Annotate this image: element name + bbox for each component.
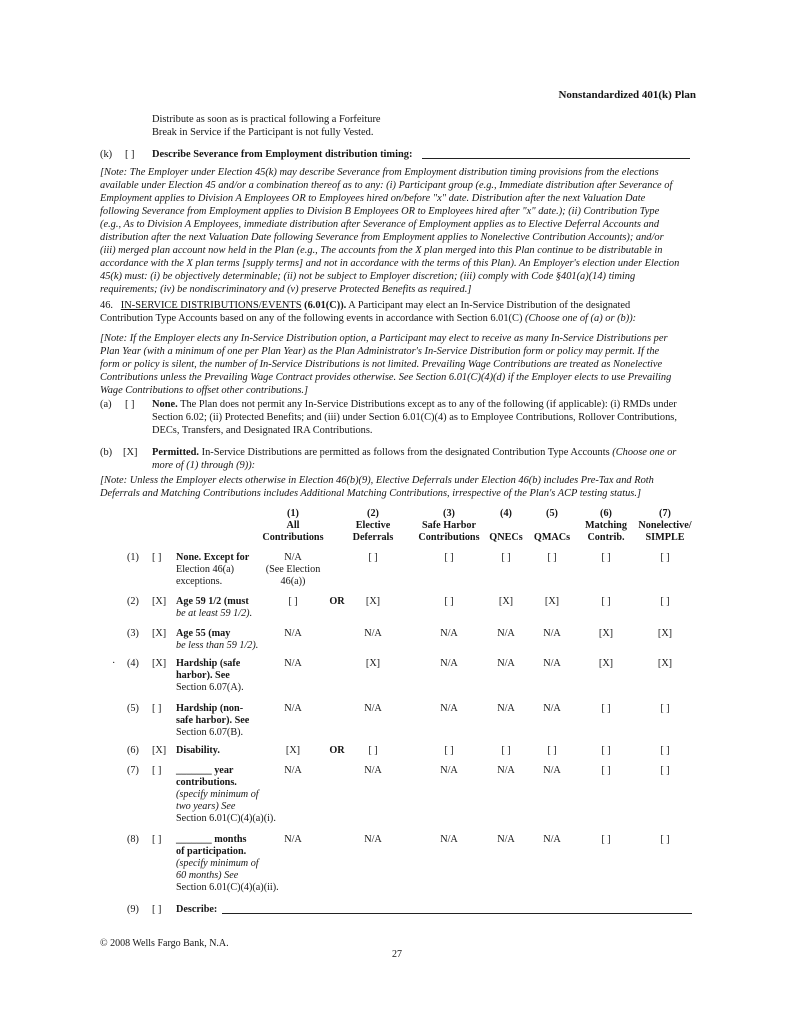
- cell-safe-harbor: N/A: [440, 765, 458, 776]
- describe-label: Describe:: [176, 904, 218, 915]
- row-label-line: Age 59 1/2 (must: [176, 596, 249, 607]
- note-line: (e.g., As to Division A Employees, immediate distribution after Severance of Employment applies as to Elective Deferral Accounts and: [100, 219, 660, 230]
- row-label-line[interactable]: _______ year: [176, 765, 234, 776]
- cell-elective: N/A: [364, 834, 382, 845]
- col-label: Matching: [585, 520, 627, 531]
- item-k-letter: (k): [100, 149, 113, 160]
- col-label: Contrib.: [587, 532, 625, 543]
- cell-qnecs: N/A: [497, 834, 515, 845]
- col-head-all-contributions: [252, 508, 334, 544]
- row-number: (8): [127, 834, 139, 845]
- row-number: (3): [127, 628, 139, 639]
- col-label: Contributions: [418, 532, 480, 543]
- row-label-line: Section 6.07(A).: [176, 682, 244, 693]
- cell-elective: N/A: [364, 628, 382, 639]
- section-ref: (6.01(C)).: [304, 300, 347, 311]
- row-checkbox[interactable]: [ ]: [152, 703, 162, 714]
- row-number: (1): [127, 552, 139, 563]
- distribute-line: Distribute as soon as is practical following a Forfeiture: [152, 114, 381, 125]
- cell-matching[interactable]: [ ]: [601, 552, 611, 563]
- col-head-qmacs: [530, 508, 574, 544]
- cell-safe-harbor: N/A: [440, 628, 458, 639]
- col-num: (1): [287, 508, 299, 519]
- cell-nonelective[interactable]: [ ]: [660, 834, 670, 845]
- cell-line: 46(a)): [280, 576, 306, 587]
- row-checkbox[interactable]: [ ]: [152, 765, 162, 776]
- note-line: [Note: Unless the Employer elects otherwise in Election 46(b)(9), Elective Deferrals under Election 46(b) includes Pre-Tax and Roth: [100, 475, 654, 486]
- section-text: A Participant may elect an In-Service Distribution of the designated: [348, 300, 631, 311]
- cell-nonelective[interactable]: [X]: [657, 658, 673, 669]
- section-title: IN-SERVICE DISTRIBUTIONS/EVENTS: [120, 300, 302, 311]
- distribute-text: [152, 113, 381, 139]
- option-a-letter: (a): [100, 399, 112, 410]
- cell-qmacs[interactable]: [ ]: [547, 745, 557, 756]
- cell-matching[interactable]: [ ]: [601, 596, 611, 607]
- cell-safe-harbor: N/A: [440, 834, 458, 845]
- cell-qmacs: N/A: [543, 658, 561, 669]
- cell-nonelective[interactable]: [X]: [657, 628, 673, 639]
- distribute-line: Break in Service if the Participant is not fully Vested.: [152, 127, 374, 138]
- col-label: QMACs: [533, 532, 571, 543]
- option-b-label: Permitted.: [152, 447, 200, 458]
- page-number: 27: [392, 949, 402, 960]
- cell-matching[interactable]: [ ]: [601, 834, 611, 845]
- col-num: (4): [500, 508, 512, 519]
- cell-all: [252, 552, 334, 588]
- col-label: Elective: [355, 520, 391, 531]
- row-label-line: exceptions.: [176, 576, 223, 587]
- cell-all: N/A: [284, 658, 302, 669]
- cell-qnecs: N/A: [497, 658, 515, 669]
- cell-safe-harbor[interactable]: [ ]: [444, 745, 454, 756]
- cell-all: N/A: [284, 628, 302, 639]
- col-num: (2): [367, 508, 379, 519]
- note-severance: [100, 166, 700, 296]
- section-text: Contribution Type Accounts based on any of the following events in accordance with Section 6.01(C): [100, 313, 523, 324]
- note-line: form or policy is silent, the number of In-Service Distributions is not limited. Prevailing Wage Contributions are treated as Nonelective: [100, 359, 663, 370]
- cell-qmacs: N/A: [543, 765, 561, 776]
- note-line: Contributions unless the Prevailing Wage Contract provides otherwise. See Section 6.01(C)(4)(d) if the Employer elects to use Prevailing: [100, 372, 672, 383]
- cell-matching[interactable]: [ ]: [601, 765, 611, 776]
- row-label-line: Hardship (safe: [176, 658, 241, 669]
- col-label: Contributions: [262, 532, 324, 543]
- cell-qmacs[interactable]: [ ]: [547, 552, 557, 563]
- cell-elective: N/A: [364, 703, 382, 714]
- option-a-line: The Plan does not permit any In-Service Distributions except as to any of the following (if applicable): (i) RMDs under: [180, 399, 677, 410]
- copyright: © 2008 Wells Fargo Bank, N.A.: [100, 938, 229, 949]
- row-label-line: be less than 59 1/2).: [176, 640, 259, 651]
- item-k-label: Describe Severance from Employment distribution timing:: [152, 149, 413, 160]
- stray-mark: ·: [112, 658, 116, 669]
- row-label-line: be at least 59 1/2).: [176, 608, 253, 619]
- or-label: OR: [329, 596, 345, 607]
- section-number: 46.: [100, 300, 113, 311]
- option-b-choose: more of (1) through (9)):: [152, 460, 256, 471]
- cell-elective[interactable]: [ ]: [368, 745, 378, 756]
- row-label: Disability.: [176, 745, 220, 756]
- option-b-line: In-Service Distributions are permitted as follows from the designated Contribution Type Accounts: [201, 447, 610, 458]
- note-line: Wage Contributions to offset other contributions.]: [100, 385, 309, 396]
- describe-input-line[interactable]: [222, 913, 692, 914]
- cell-all[interactable]: [ ]: [288, 596, 298, 607]
- col-head-safe-harbor: [410, 508, 488, 544]
- note-line: available under Election 45 and/or a combination thereof as to any: (i) Participant group (e.g., Immediate distribution after Severance of: [100, 180, 673, 191]
- col-num: (6): [600, 508, 612, 519]
- cell-qnecs: N/A: [497, 628, 515, 639]
- row-label-line: Election 46(a): [176, 564, 234, 575]
- col-num: (7): [659, 508, 671, 519]
- note-line: Employment applies to Division A Employees OR to Employees hired on/before "x" date. Distribution after the next Valuation Date: [100, 193, 646, 204]
- note-line: [Note: The Employer under Election 45(k) may describe Severance from Employment distribution timing provisions from the elections: [100, 167, 659, 178]
- col-head-nonelective: [630, 508, 700, 544]
- row-label-line: Age 55 (may: [176, 628, 231, 639]
- row-label-line: safe harbor). See: [176, 715, 250, 726]
- cell-qmacs: N/A: [543, 628, 561, 639]
- col-label: Nonelective/: [638, 520, 692, 531]
- col-label: QNECs: [489, 532, 523, 543]
- row-number: (9): [127, 904, 139, 915]
- row-checkbox[interactable]: [ ]: [152, 552, 162, 563]
- cell-nonelective[interactable]: [ ]: [660, 596, 670, 607]
- item-k-checkbox[interactable]: [ ]: [125, 149, 135, 160]
- cell-nonelective[interactable]: [ ]: [660, 552, 670, 563]
- cell-nonelective[interactable]: [ ]: [660, 745, 670, 756]
- col-label: SIMPLE: [645, 532, 685, 543]
- note-deferrals: [100, 474, 700, 500]
- note-line: Deferrals and Matching Contributions includes Additional Matching Contributions, irrespective of the Plan's ACP testing status.]: [100, 488, 641, 499]
- cell-all: N/A: [284, 703, 302, 714]
- row-checkbox[interactable]: [ ]: [152, 904, 162, 915]
- row-number: (6): [127, 745, 139, 756]
- cell-all: N/A: [284, 765, 302, 776]
- cell-nonelective[interactable]: [ ]: [660, 765, 670, 776]
- option-a-line: Section 6.02; (ii) Protected Benefits; and (iii) under Section 6.01(C)(4) as to Employee Contributions, Rollover Contributions,: [152, 412, 677, 423]
- col-num: (3): [443, 508, 455, 519]
- row-number: (2): [127, 596, 139, 607]
- note-line: [Note: If the Employer elects any In-Service Distribution option, a Participant may elect to receive as many In-Service Distributions per: [100, 333, 668, 344]
- row-label-line[interactable]: _______ months: [176, 834, 247, 845]
- cell-all[interactable]: [X]: [285, 745, 301, 756]
- col-num: (5): [546, 508, 558, 519]
- col-label: All: [286, 520, 300, 531]
- col-head-elective-deferrals: [338, 508, 408, 544]
- note-line: Plan Year (with a minimum of one per Plan Year) as the Plan Administrator's In-Service Distribution form or policy may permit. If the: [100, 346, 660, 357]
- row-label-line: Hardship (non-: [176, 703, 244, 714]
- row-number: (4): [127, 658, 139, 669]
- cell-safe-harbor[interactable]: [ ]: [444, 552, 454, 563]
- cell-elective: N/A: [364, 765, 382, 776]
- option-a-text: [152, 398, 702, 437]
- cell-matching[interactable]: [ ]: [601, 745, 611, 756]
- cell-qnecs: N/A: [497, 703, 515, 714]
- cell-elective[interactable]: [X]: [365, 596, 381, 607]
- note-line: following Severance from Employment applies to Division B Employees OR to Employees hired after "x" date.); (ii) Contribution Type: [100, 206, 660, 217]
- plan-title: Nonstandardized 401(k) Plan: [558, 89, 696, 101]
- cell-safe-harbor: N/A: [440, 658, 458, 669]
- col-label: Deferrals: [352, 532, 394, 543]
- option-b-letter: (b): [100, 447, 113, 458]
- option-a-checkbox[interactable]: [ ]: [125, 399, 135, 410]
- cell-line: N/A: [284, 552, 302, 563]
- note-line: 45(k) must: (i) be objectively determinable; (ii) not be subject to Employer discretion; (iii) comply with Code §401(a)(14) timing: [100, 271, 636, 282]
- row-number: (5): [127, 703, 139, 714]
- cell-line: (See Election: [265, 564, 321, 575]
- cell-matching[interactable]: [X]: [598, 628, 614, 639]
- note-line: requirements; (iv) be nondiscriminatory and (v) preserve Protected Benefits as required.]: [100, 284, 472, 295]
- note-line: (iii) merged plan account now held in the Plan (e.g., The accounts from the X plan merged into this Plan continue to be distributable in: [100, 245, 663, 256]
- row-checkbox[interactable]: [X]: [152, 658, 167, 669]
- col-head-matching: [578, 508, 634, 544]
- row-label-line: None. Except for: [176, 552, 250, 563]
- cell-qnecs[interactable]: [ ]: [501, 745, 511, 756]
- cell-qnecs[interactable]: [ ]: [501, 552, 511, 563]
- cell-safe-harbor[interactable]: [ ]: [444, 596, 454, 607]
- row-label-line: (specify minimum of: [176, 789, 259, 800]
- row-checkbox[interactable]: [ ]: [152, 834, 162, 845]
- option-b-choose: (Choose one or: [612, 447, 677, 458]
- col-label: Safe Harbor: [421, 520, 477, 531]
- option-b-checkbox[interactable]: [X]: [123, 447, 138, 458]
- note-line: accordance with the X plan terms [supply terms] and not in accordance with the terms of this Plan). An Employer's election under Election: [100, 258, 680, 269]
- cell-elective[interactable]: [ ]: [368, 552, 378, 563]
- option-a-label: None.: [152, 399, 178, 410]
- row-label-line: of participation.: [176, 846, 247, 857]
- cell-qmacs: N/A: [543, 703, 561, 714]
- col-label: [484, 520, 528, 532]
- row-label-line: 60 months) See: [176, 870, 239, 881]
- note-in-service: [100, 332, 700, 397]
- row-checkbox[interactable]: [X]: [152, 745, 167, 756]
- row-label-line: Section 6.01(C)(4)(a)(i).: [176, 813, 276, 824]
- col-head-qnecs: [484, 508, 528, 544]
- row-checkbox[interactable]: [X]: [152, 628, 167, 639]
- row-label-line: (specify minimum of: [176, 858, 259, 869]
- row-label-line: harbor). See: [176, 670, 230, 681]
- cell-elective[interactable]: [X]: [365, 658, 381, 669]
- cell-qmacs: N/A: [543, 834, 561, 845]
- col-label: [530, 520, 574, 532]
- row-label-line: Section 6.01(C)(4)(a)(ii).: [176, 882, 279, 893]
- section-choose: (Choose one of (a) or (b)):: [525, 313, 637, 324]
- note-line: distribution after the next Valuation Date following Severance from Employment applies to Nonelective Contribution Accounts); and/or: [100, 232, 664, 243]
- row-label-line: contributions.: [176, 777, 237, 788]
- severance-timing-input-line[interactable]: [422, 158, 690, 159]
- cell-qmacs[interactable]: [X]: [544, 596, 560, 607]
- row-label-line: two years) See: [176, 801, 236, 812]
- cell-all: N/A: [284, 834, 302, 845]
- option-a-line: DECs, Transfers, and Designated IRA Contributions.: [152, 425, 373, 436]
- cell-qnecs[interactable]: [X]: [498, 596, 514, 607]
- section-46: [100, 299, 700, 325]
- row-number: (7): [127, 765, 139, 776]
- cell-nonelective[interactable]: [ ]: [660, 703, 670, 714]
- cell-matching[interactable]: [ ]: [601, 703, 611, 714]
- row-checkbox[interactable]: [X]: [152, 596, 167, 607]
- cell-matching[interactable]: [X]: [598, 658, 614, 669]
- option-b-text: [152, 446, 702, 472]
- row-label-line: Section 6.07(B).: [176, 727, 244, 738]
- cell-qnecs: N/A: [497, 765, 515, 776]
- or-label: OR: [329, 745, 345, 756]
- cell-safe-harbor: N/A: [440, 703, 458, 714]
